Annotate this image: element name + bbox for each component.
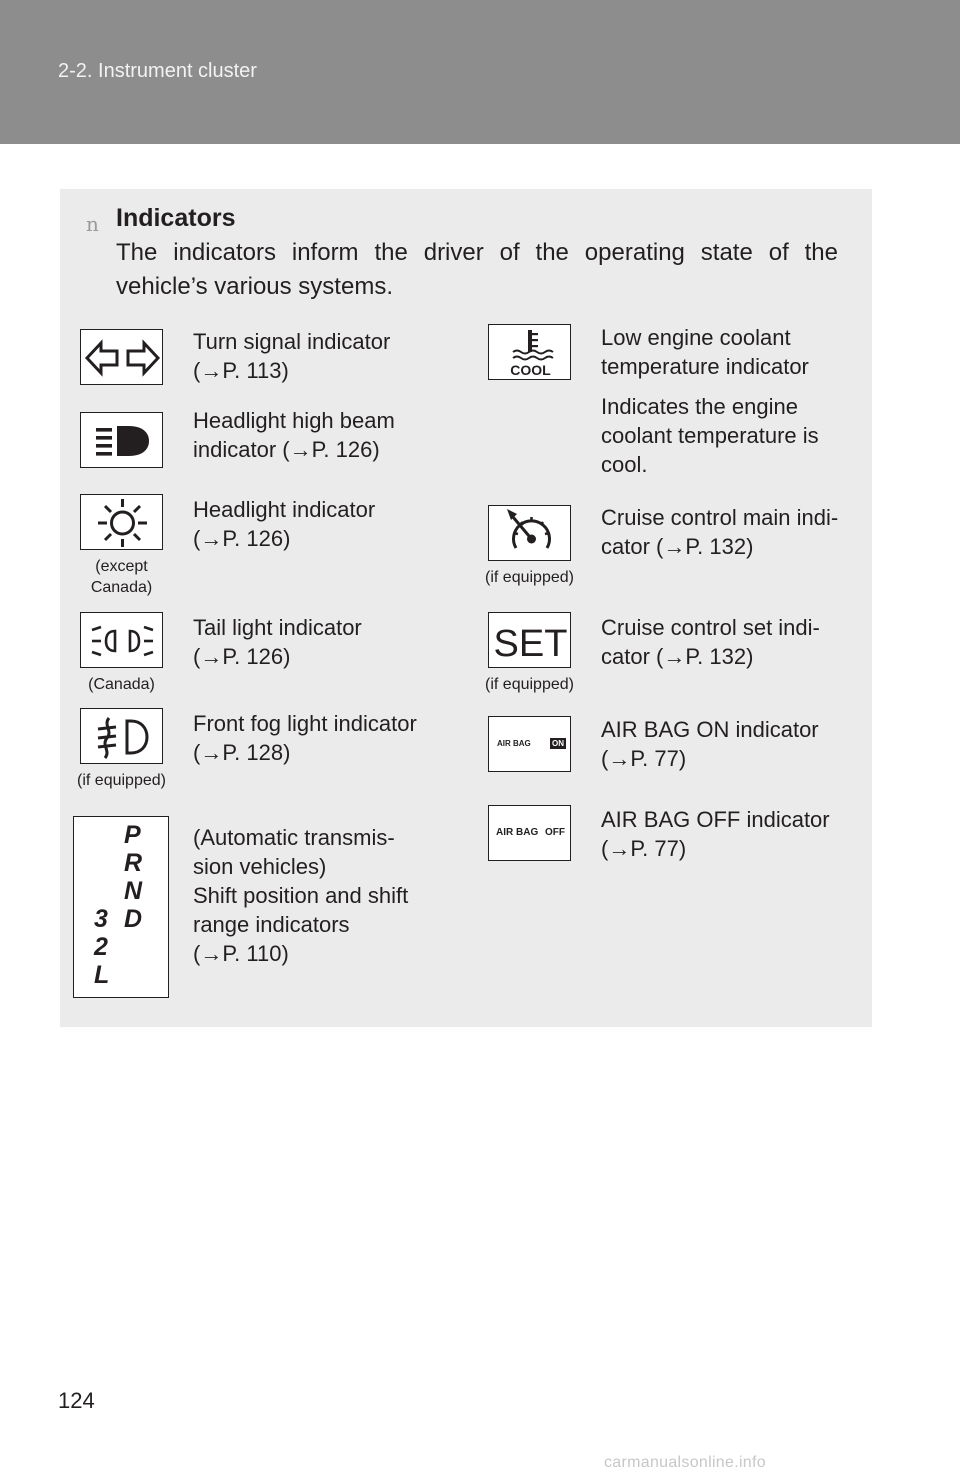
airbag-off-description: AIR BAG OFF indicator (→P. 77) xyxy=(601,807,830,861)
cruise-set-caption: (if equipped) xyxy=(485,676,574,693)
cruise-main-caption: (if equipped) xyxy=(485,569,574,586)
watermark: carmanualsonline.info xyxy=(604,1454,766,1471)
airbag-on-label: AIR BAG xyxy=(497,739,531,748)
header-section-title: 2-2. Instrument cluster xyxy=(58,60,257,82)
fog-light-description: Front fog light indicator (→P. 128) xyxy=(193,711,417,765)
page-number: 124 xyxy=(58,1388,95,1413)
section-title: Indicators xyxy=(116,204,236,232)
shift-symbol-2: 2 xyxy=(94,933,108,961)
shift-symbol-r: R xyxy=(124,849,143,877)
indicators-panel xyxy=(60,189,872,1027)
section-intro: The indicators inform the driver of the operating state of the vehicle’s various systems. xyxy=(116,239,838,300)
airbag-on-state: ON xyxy=(552,739,564,748)
shift-position-indicator-icon xyxy=(73,816,169,998)
fog-light-indicator-icon xyxy=(80,708,163,764)
coolant-note: Indicates the engine coolant temperature is cool. xyxy=(601,394,819,477)
section-bullet: n xyxy=(86,212,99,236)
airbag-on-description: AIR BAG ON indicator (→P. 77) xyxy=(601,717,819,771)
cruise-set-description: Cruise control set indi- cator (→P. 132) xyxy=(601,615,820,669)
fog-light-caption: (if equipped) xyxy=(77,772,166,789)
coolant-icon-text: COOL xyxy=(510,362,551,378)
tail-light-description: Tail light indicator (→P. 126) xyxy=(193,615,362,669)
shift-symbol-3: 3 xyxy=(94,905,108,933)
shift-symbol-l: L xyxy=(94,961,110,989)
high-beam-description: Headlight high beam indicator (→P. 126) xyxy=(193,408,395,462)
shift-symbol-n: N xyxy=(124,877,143,905)
cruise-control-set-indicator-icon xyxy=(488,612,571,668)
airbag-off-state: OFF xyxy=(545,827,565,838)
shift-symbol-d: D xyxy=(124,905,143,933)
airbag-on-indicator-icon xyxy=(488,716,571,772)
tail-light-indicator-icon xyxy=(80,612,163,668)
headlight-caption: (except Canada) xyxy=(90,558,153,596)
page-reference[interactable]: (→P. 113) xyxy=(193,358,289,383)
page-header xyxy=(0,0,960,144)
cruise-set-icon-text: SET xyxy=(493,623,568,665)
turn-signal-description: Turn signal indicator (→P. 113) xyxy=(193,329,391,383)
coolant-temperature-indicator-icon xyxy=(488,324,571,380)
headlight-indicator-icon xyxy=(80,494,163,550)
cruise-main-description: Cruise control main indi- cator (→P. 132) xyxy=(601,505,839,559)
headlight-description: Headlight indicator (→P. 126) xyxy=(193,497,376,551)
tail-light-caption: (Canada) xyxy=(88,676,155,693)
turn-signal-indicator-icon xyxy=(80,329,163,385)
airbag-off-indicator-icon xyxy=(488,805,571,861)
airbag-off-label: AIR BAG xyxy=(496,827,539,838)
high-beam-indicator-icon xyxy=(80,412,163,468)
cruise-control-main-indicator-icon xyxy=(488,505,571,561)
shift-description: (Automatic transmis- sion vehicles) Shift position and shift range indicators (→P. 110) xyxy=(193,825,409,966)
coolant-description: Low engine coolant temperature indicator xyxy=(601,325,809,379)
shift-symbol-p: P xyxy=(124,821,141,849)
